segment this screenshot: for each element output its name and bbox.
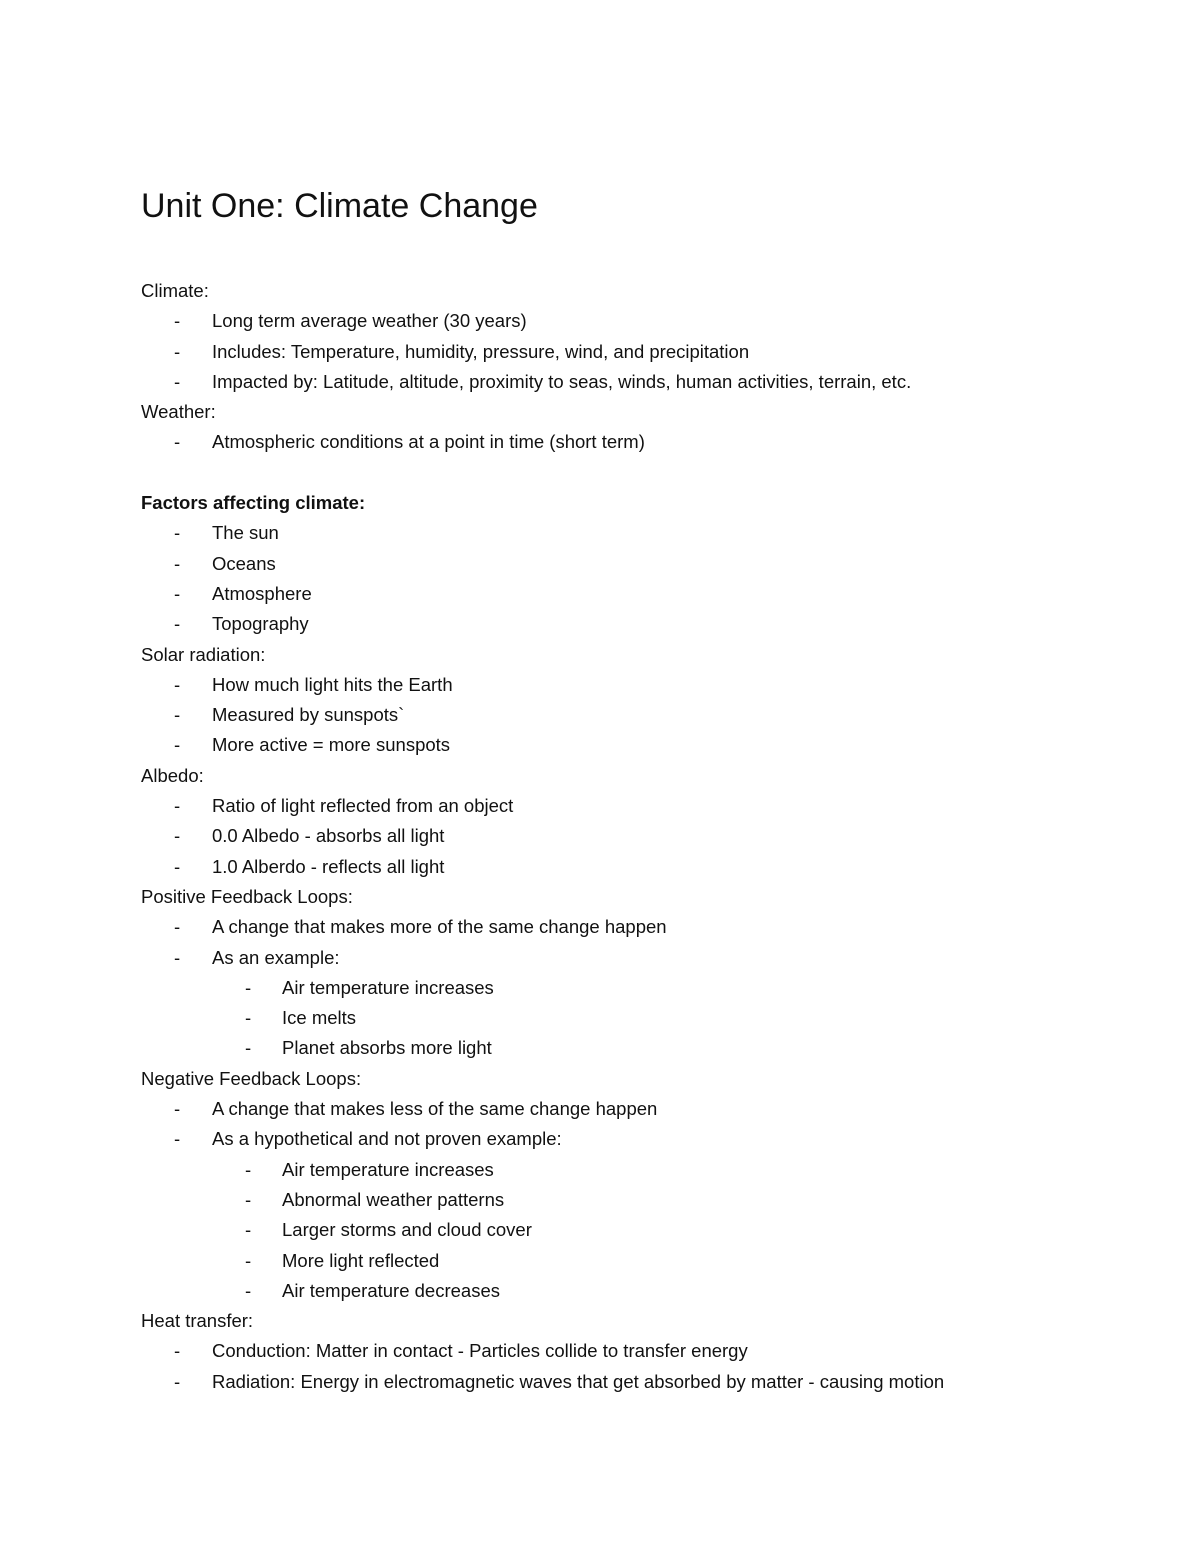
bullet-dash: -: [174, 522, 181, 544]
bullet-dash: -: [174, 795, 181, 817]
list-item-text: Conduction: Matter in contact - Particles collide to transfer energy: [212, 1340, 748, 1362]
sub-list-item: [141, 1215, 1141, 1245]
sub-list-item: [141, 1185, 1141, 1215]
list-item: [141, 1367, 1141, 1397]
list-item-text: Ice melts: [282, 1007, 357, 1029]
bullet-dash: -: [245, 1249, 252, 1271]
bullet-dash: -: [174, 582, 181, 604]
list-item-text: Atmospheric conditions at a point in time (short term): [212, 431, 645, 453]
bullet-dash: -: [245, 1037, 252, 1059]
list-item-text: Ratio of light reflected from an object: [212, 795, 514, 817]
bullet-dash: -: [174, 946, 181, 968]
sub-list-item: [141, 1033, 1141, 1063]
notes-body: [141, 276, 1141, 1397]
sub-list-item: [141, 1155, 1141, 1185]
bullet-dash: -: [174, 704, 181, 726]
list-item-text: As an example:: [212, 946, 340, 968]
page-title: Unit One: Climate Change: [141, 187, 538, 225]
sub-list-item: [141, 1276, 1141, 1306]
list-item: [141, 579, 1141, 609]
section-heading: Climate:: [141, 280, 209, 301]
list-item: [141, 730, 1141, 760]
section-heading: Albedo:: [141, 764, 204, 786]
bullet-dash: -: [174, 310, 181, 332]
bullet-dash: -: [174, 1370, 181, 1392]
section-heading: Solar radiation:: [141, 643, 266, 665]
list-item: [141, 943, 1141, 973]
sub-list-item: [141, 1003, 1141, 1033]
list-item-text: 0.0 Albedo - absorbs all light: [212, 825, 445, 847]
bullet-dash: -: [174, 673, 181, 695]
section-heading: Negative Feedback Loops:: [141, 1067, 362, 1089]
bullet-dash: -: [245, 976, 252, 998]
bullet-dash: -: [245, 1188, 252, 1210]
bullet-dash: -: [245, 1158, 252, 1180]
list-item-text: Air temperature increases: [282, 976, 494, 998]
list-item: [141, 306, 1141, 336]
list-item-text: Air temperature decreases: [282, 1279, 500, 1301]
list-item-text: Abnormal weather patterns: [282, 1188, 505, 1210]
blank-line: [141, 458, 1141, 488]
section-heading: Factors affecting climate:: [141, 492, 366, 514]
list-item-text: Long term average weather (30 years): [212, 310, 527, 332]
bullet-dash: -: [174, 431, 181, 453]
sub-list-item: [141, 1246, 1141, 1276]
sub-list-item: [141, 973, 1141, 1003]
section-heading: Positive Feedback Loops:: [141, 885, 353, 907]
bullet-dash: -: [174, 370, 181, 392]
list-item: [141, 549, 1141, 579]
list-item-text: Air temperature increases: [282, 1158, 494, 1180]
list-item: [141, 609, 1141, 639]
bullet-dash: -: [174, 825, 181, 847]
bullet-dash: -: [245, 1219, 252, 1241]
list-item-text: How much light hits the Earth: [212, 673, 453, 695]
list-item-text: Topography: [212, 613, 309, 635]
list-item-text: Measured by sunspots`: [212, 704, 405, 726]
list-item-text: Includes: Temperature, humidity, pressure, wind, and precipitation: [212, 340, 750, 362]
list-item: [141, 337, 1141, 367]
bullet-dash: -: [174, 1128, 181, 1150]
list-item-text: Oceans: [212, 552, 276, 574]
list-item: [141, 700, 1141, 730]
list-item-text: Impacted by: Latitude, altitude, proximity to seas, winds, human activities, terrain, etc.: [212, 370, 912, 392]
list-item-text: More active = more sunspots: [212, 734, 451, 756]
list-item: [141, 1336, 1141, 1366]
bullet-dash: -: [245, 1007, 252, 1029]
list-item-text: As a hypothetical and not proven example:: [212, 1128, 562, 1150]
list-item-text: Radiation: Energy in electromagnetic waves that get absorbed by matter - causing motion: [212, 1370, 945, 1392]
bullet-dash: -: [174, 1098, 181, 1120]
bullet-dash: -: [174, 734, 181, 756]
list-item: [141, 670, 1141, 700]
bullet-dash: -: [174, 855, 181, 877]
section-heading: Heat transfer:: [141, 1310, 254, 1332]
list-item: [141, 518, 1141, 548]
list-item: [141, 821, 1141, 851]
list-item: [141, 1094, 1141, 1124]
bullet-dash: -: [245, 1279, 252, 1301]
bullet-dash: -: [174, 613, 181, 635]
bullet-dash: -: [174, 916, 181, 938]
list-item-text: 1.0 Alberdo - reflects all light: [212, 855, 445, 877]
list-item-text: A change that makes less of the same change happen: [212, 1098, 658, 1120]
list-item-text: More light reflected: [282, 1249, 440, 1271]
bullet-dash: -: [174, 340, 181, 362]
list-item: [141, 912, 1141, 942]
list-item: [141, 367, 1141, 397]
section-heading: Weather:: [141, 401, 216, 423]
list-item: [141, 852, 1141, 882]
list-item-text: Atmosphere: [212, 582, 312, 604]
list-item: [141, 791, 1141, 821]
list-item-text: The sun: [212, 522, 279, 544]
bullet-dash: -: [174, 552, 181, 574]
list-item-text: A change that makes more of the same change happen: [212, 916, 667, 938]
list-item: [141, 1124, 1141, 1154]
list-item-text: Planet absorbs more light: [282, 1037, 492, 1059]
bullet-dash: -: [174, 1340, 181, 1362]
list-item: [141, 427, 1141, 457]
list-item-text: Larger storms and cloud cover: [282, 1219, 532, 1241]
